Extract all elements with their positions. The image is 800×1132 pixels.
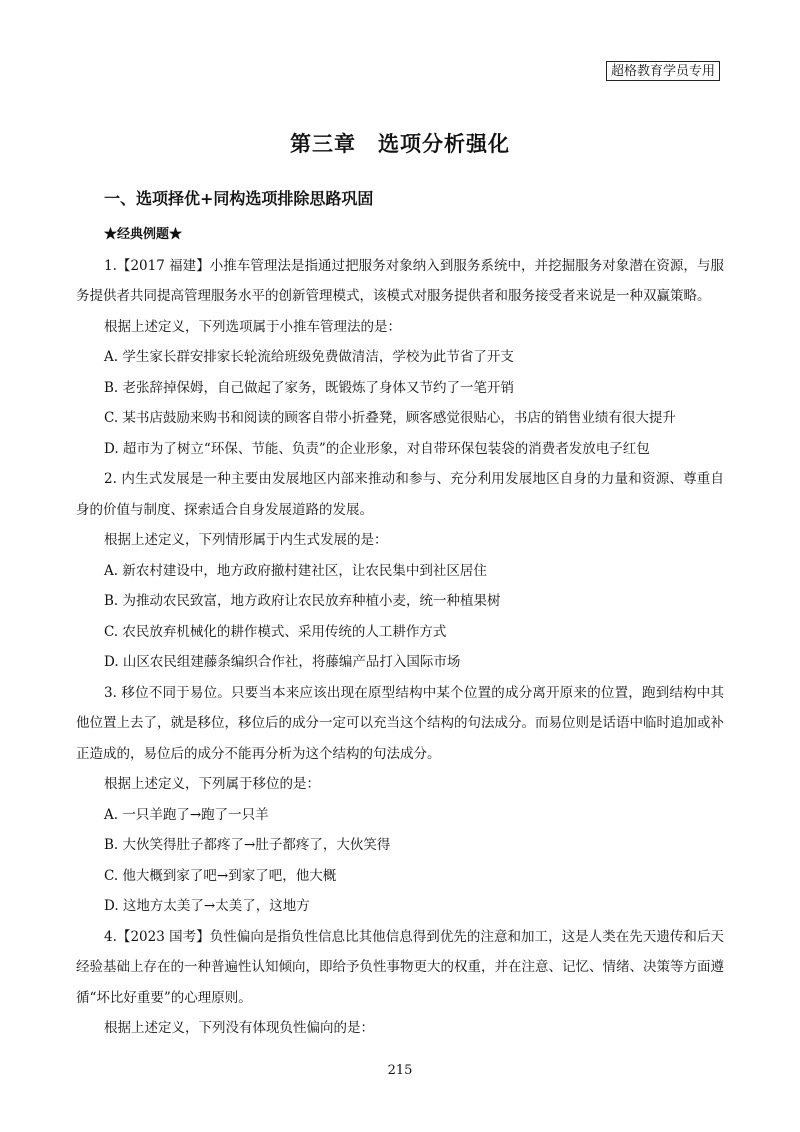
- question-3-option-b: B. 大伙笑得肚子都疼了→肚子都疼了，大伙笑得: [104, 837, 391, 853]
- question-3-stem: 3. 移位不同于易位。只要当本来应该出现在原型结构中某个位置的成分离开原来的位置，跑到结构中其他位置上去了，就是移位，移位后的成分一定可以充当这个结构的句法成分。而易位则是话语中临时追加或补正造成的，易位后的成分不能再分析为这个结构的句法成分。: [76, 684, 724, 762]
- question-2-option-a: A. 新农村建设中，地方政府撤村建社区，让农民集中到社区居住: [104, 562, 487, 579]
- usage-badge: 超格教育学员专用: [606, 61, 720, 81]
- question-3-option-d: D. 这地方太美了→太美了，这地方: [104, 898, 310, 914]
- question-2-option-b: B. 为推动农民致富，地方政府让农民放弃种植小麦，统一种植果树: [104, 593, 501, 609]
- question-1-option-d: D. 超市为了树立“环保、节能、负责”的企业形象，对自带环保包装袋的消费者发放电子红包: [104, 440, 650, 457]
- question-1-option-b: B. 老张辞掉保姆，自己做起了家务，既锻炼了身体又节约了一笔开销: [104, 379, 515, 396]
- chapter-title: 第三章 选项分析强化: [290, 131, 510, 156]
- question-2-option-d: D. 山区农民组建藤条编织合作社，将藤编产品打入国际市场: [104, 654, 461, 670]
- question-content: [76, 220, 724, 1044]
- question-2-stem: 2. 内生式发展是一种主要由发展地区内部来推动和参与、充分利用发展地区自身的力量和资源、尊重自身的价值与制度、探索适合自身发展道路的发展。: [76, 471, 724, 518]
- question-1-option-a: A. 学生家长群安排家长轮流给班级免费做清洁，学校为此节省了开支: [104, 349, 514, 365]
- page-number: 215: [387, 1063, 413, 1078]
- question-1-stem: 1.【2017 福建】小推车管理法是指通过把服务对象纳入到服务系统中，并挖掘服务对象潜在资源，与服务提供者共同提高管理服务水平的创新管理模式，该模式对服务提供者和服务接受者来说是一种双赢策略。: [76, 257, 724, 304]
- examples-heading: ★经典例题★: [104, 227, 183, 242]
- question-2-option-c: C. 农民放弃机械化的耕作模式、采用传统的人工耕作方式: [104, 623, 447, 640]
- section-title: 一、选项择优+同构选项排除思路巩固: [104, 189, 374, 208]
- question-1-option-c: C. 某书店鼓励来购书和阅读的顾客自带小折叠凳，顾客感觉很贴心，书店的销售业绩有很大提升: [104, 410, 676, 426]
- question-4-stem: 4.【2023 国考】负性偏向是指负性信息比其他信息得到优先的注意和加工，这是人类在先天遗传和后天经验基础上存在的一种普遍性认知倾向，即给予负性事物更大的权重，并在注意、记忆、情绪、决策等方面遵循“坏比好重要”的心理原则。: [76, 928, 724, 1006]
- question-3-option-a: A. 一只羊跑了→跑了一只羊: [104, 806, 269, 823]
- question-3-option-c: C. 他大概到家了吧→到家了吧，他大概: [104, 867, 337, 884]
- question-1-prompt: 根据上述定义，下列选项属于小推车管理法的是：: [104, 318, 401, 335]
- question-4-prompt: 根据上述定义，下列没有体现负性偏向的是：: [104, 1020, 374, 1036]
- question-3-prompt: 根据上述定义，下列属于移位的是：: [104, 776, 320, 792]
- question-2-prompt: 根据上述定义，下列情形属于内生式发展的是：: [104, 532, 388, 548]
